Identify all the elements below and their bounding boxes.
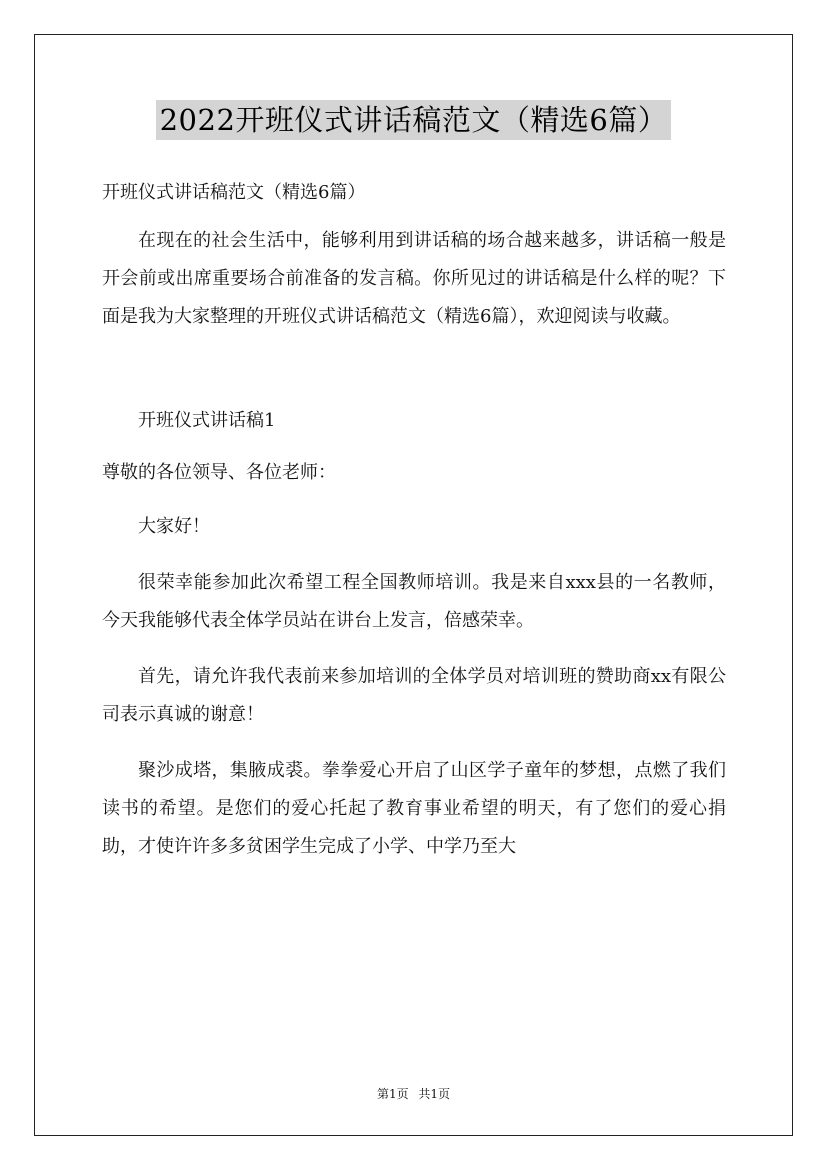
page-number-total: 共1页 (418, 1087, 451, 1101)
intro-paragraph: 在现在的社会生活中，能够利用到讲话稿的场合越来越多，讲话稿一般是开会前或出席重要场合前准备的发言稿。你所见过的讲话稿是什么样的呢？下面是我为大家整理的开班仪式讲话稿范文（精选6篇），欢迎阅读与收藏。 (102, 230, 726, 327)
document-subtitle: 开班仪式讲话稿范文（精选6篇） (102, 182, 366, 203)
document-body (102, 174, 726, 866)
greeting: 大家好！ (138, 516, 210, 537)
document-title: 2022开班仪式讲话稿范文（精选6篇） (156, 100, 672, 140)
section-heading: 开班仪式讲话稿1 (138, 410, 276, 431)
page-footer (0, 1085, 827, 1102)
page-number-current: 第1页 (376, 1087, 409, 1101)
body-paragraph: 聚沙成塔，集腋成裘。拳拳爱心开启了山区学子童年的梦想，点燃了我们读书的希望。是您们的爱心托起了教育事业希望的明天，有了您们的爱心捐助，才使许许多多贫困学生完成了小学、中学乃至大 (102, 760, 726, 857)
body-paragraph: 首先，请允许我代表前来参加培训的全体学员对培训班的赞助商xx有限公司表示真诚的谢意！ (102, 666, 726, 725)
title-container (0, 100, 827, 140)
salutation: 尊敬的各位领导、各位老师： (102, 462, 336, 483)
body-paragraph: 很荣幸能参加此次希望工程全国教师培训。我是来自xxx县的一名教师，今天我能够代表全体学员站在讲台上发言，倍感荣幸。 (102, 572, 726, 631)
